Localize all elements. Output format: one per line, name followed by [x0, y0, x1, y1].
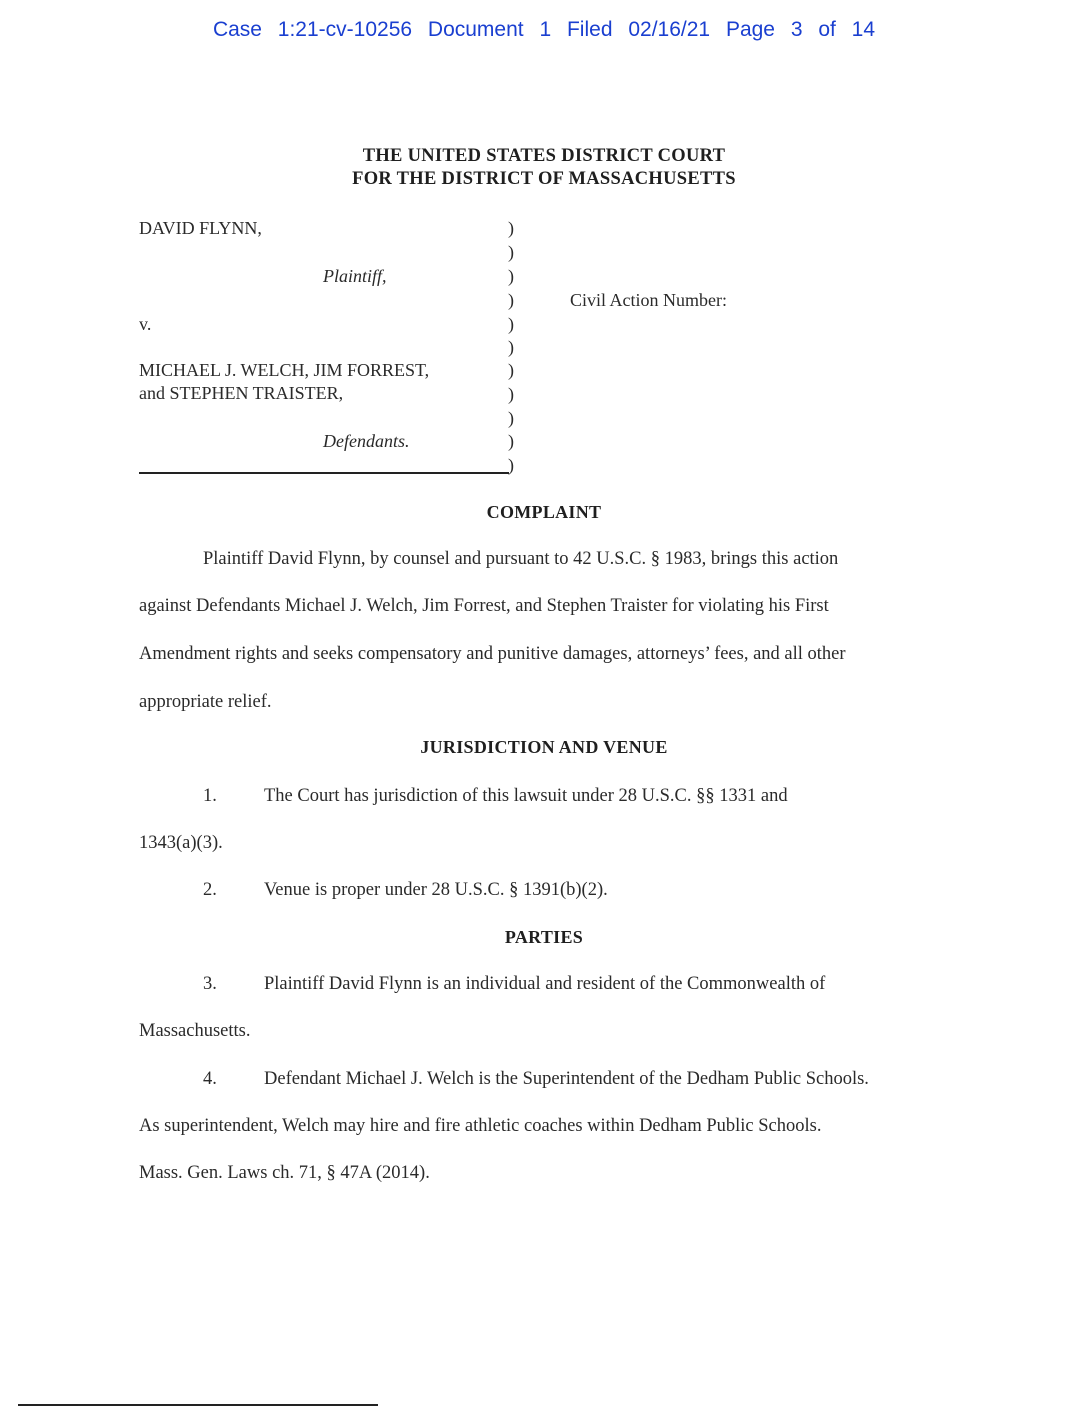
complaint-line-3: Amendment rights and seeks compensatory and punitive damages, attorneys’ fees, and all other [139, 644, 846, 664]
case-number: Case 1:21-cv-10256 [212, 18, 413, 41]
paragraph-number-4: 4. [203, 1069, 217, 1089]
caption-paren: ) [508, 337, 514, 357]
court-title-line1: THE UNITED STATES DISTRICT COURT [362, 146, 726, 166]
paragraph-3-line-1: Plaintiff David Flynn is an individual and resident of the Commonwealth of [264, 974, 826, 994]
caption-plaintiff-name: DAVID FLYNN, [139, 218, 262, 238]
caption-paren: ) [508, 314, 514, 334]
caption-defendants-line2: and STEPHEN TRAISTER, [139, 383, 344, 403]
caption-paren: ) [508, 218, 514, 238]
paragraph-2-line-1: Venue is proper under 28 U.S.C. § 1391(b)(2). [264, 880, 608, 900]
caption-paren: ) [508, 455, 514, 475]
caption-paren: ) [508, 266, 514, 286]
page-indicator: Page 3 of 14 [725, 18, 876, 41]
complaint-line-4: appropriate relief. [139, 692, 272, 712]
footnote-separator [18, 1404, 378, 1406]
paragraph-3-line-2: Massachusetts. [139, 1021, 251, 1041]
paragraph-4-line-1: Defendant Michael J. Welch is the Superintendent of the Dedham Public Schools. [264, 1069, 869, 1089]
paragraph-1-line-2: 1343(a)(3). [139, 833, 223, 853]
paragraph-number-2: 2. [203, 880, 217, 900]
caption-defendants-role: Defendants. [323, 431, 410, 451]
caption-paren: ) [508, 242, 514, 262]
paragraph-4-line-2: As superintendent, Welch may hire and fire athletic coaches within Dedham Public Schools. [139, 1116, 822, 1136]
ecf-header-stamp [0, 18, 1088, 42]
paragraph-number-3: 3. [203, 974, 217, 994]
caption-versus: v. [139, 314, 152, 334]
caption-paren: ) [508, 431, 514, 451]
paragraph-number-1: 1. [203, 786, 217, 806]
caption-paren: ) [508, 408, 514, 428]
caption-defendants-line1: MICHAEL J. WELCH, JIM FORREST, [139, 360, 430, 380]
court-title-line2: FOR THE DISTRICT OF MASSACHUSETTS [352, 169, 736, 189]
paragraph-1-line-1: The Court has jurisdiction of this lawsuit under 28 U.S.C. §§ 1331 and [264, 786, 788, 806]
caption-underline [139, 472, 509, 474]
parties-heading: PARTIES [504, 927, 584, 947]
civil-action-number-label: Civil Action Number: [570, 290, 727, 310]
jurisdiction-heading: JURISDICTION AND VENUE [420, 737, 668, 757]
caption-plaintiff-role: Plaintiff, [323, 266, 387, 286]
filed-date: Filed 02/16/21 [566, 18, 711, 41]
caption-paren: ) [508, 290, 514, 310]
complaint-heading: COMPLAINT [486, 502, 602, 522]
paragraph-4-line-3: Mass. Gen. Laws ch. 71, § 47A (2014). [139, 1163, 430, 1183]
caption-paren: ) [508, 360, 514, 380]
document-number: Document 1 [427, 18, 552, 41]
complaint-line-1: Plaintiff David Flynn, by counsel and pursuant to 42 U.S.C. § 1983, brings this action [203, 549, 839, 569]
caption-paren: ) [508, 384, 514, 404]
complaint-line-2: against Defendants Michael J. Welch, Jim Forrest, and Stephen Traister for violating his First [139, 596, 829, 616]
